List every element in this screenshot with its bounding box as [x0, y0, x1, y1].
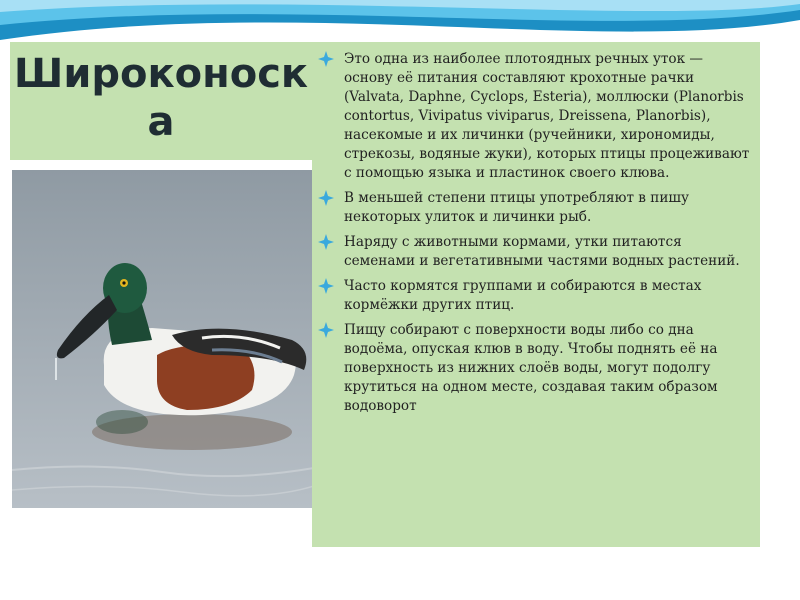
bullet-text: В меньшей степени птицы употребляют в пишу некоторых улиток и личинки рыб. — [344, 190, 690, 225]
bullet-item — [316, 277, 756, 315]
slide-title: Широконоска — [13, 51, 309, 145]
sparkle-bullet-icon — [318, 322, 334, 338]
bullet-list — [316, 50, 756, 422]
bullet-item — [316, 233, 756, 271]
bullet-item — [316, 321, 756, 416]
northern-shoveler-duck-photo — [12, 170, 314, 508]
sparkle-bullet-icon — [318, 51, 334, 67]
bullet-text: Это одна из наиболее плотоядных речных уток — основу её питания составляют крохотные рачки (Valvata, Daphne, Cyclops, Esteria), моллюски (Planorbis contortus, Vivipatus viviparus, Dreissena, Planorbis), насекомые и их личинки (ручейники, хирономиды, стрекозы, водяные жуки), которых птицы процеживают с помощью языка и пластинок своего клюва. — [344, 51, 750, 181]
sparkle-bullet-icon — [318, 234, 334, 250]
bullet-item — [316, 50, 756, 183]
bullet-text: Часто кормятся группами и собираются в местах кормёжки других птиц. — [344, 278, 702, 313]
bullet-item — [316, 189, 756, 227]
sparkle-bullet-icon — [318, 190, 334, 206]
sparkle-bullet-icon — [318, 278, 334, 294]
bullet-text: Наряду с животными кормами, утки питаются семенами и вегетативными частями водных растений. — [344, 234, 740, 269]
bullet-text: Пищу собирают с поверхности воды либо со дна водоёма, опуская клюв в воду. Чтобы поднять её на поверхность из нижних слоёв воды, могут подолгу крутиться на одном месте, создавая таким образом водоворот — [344, 322, 718, 414]
